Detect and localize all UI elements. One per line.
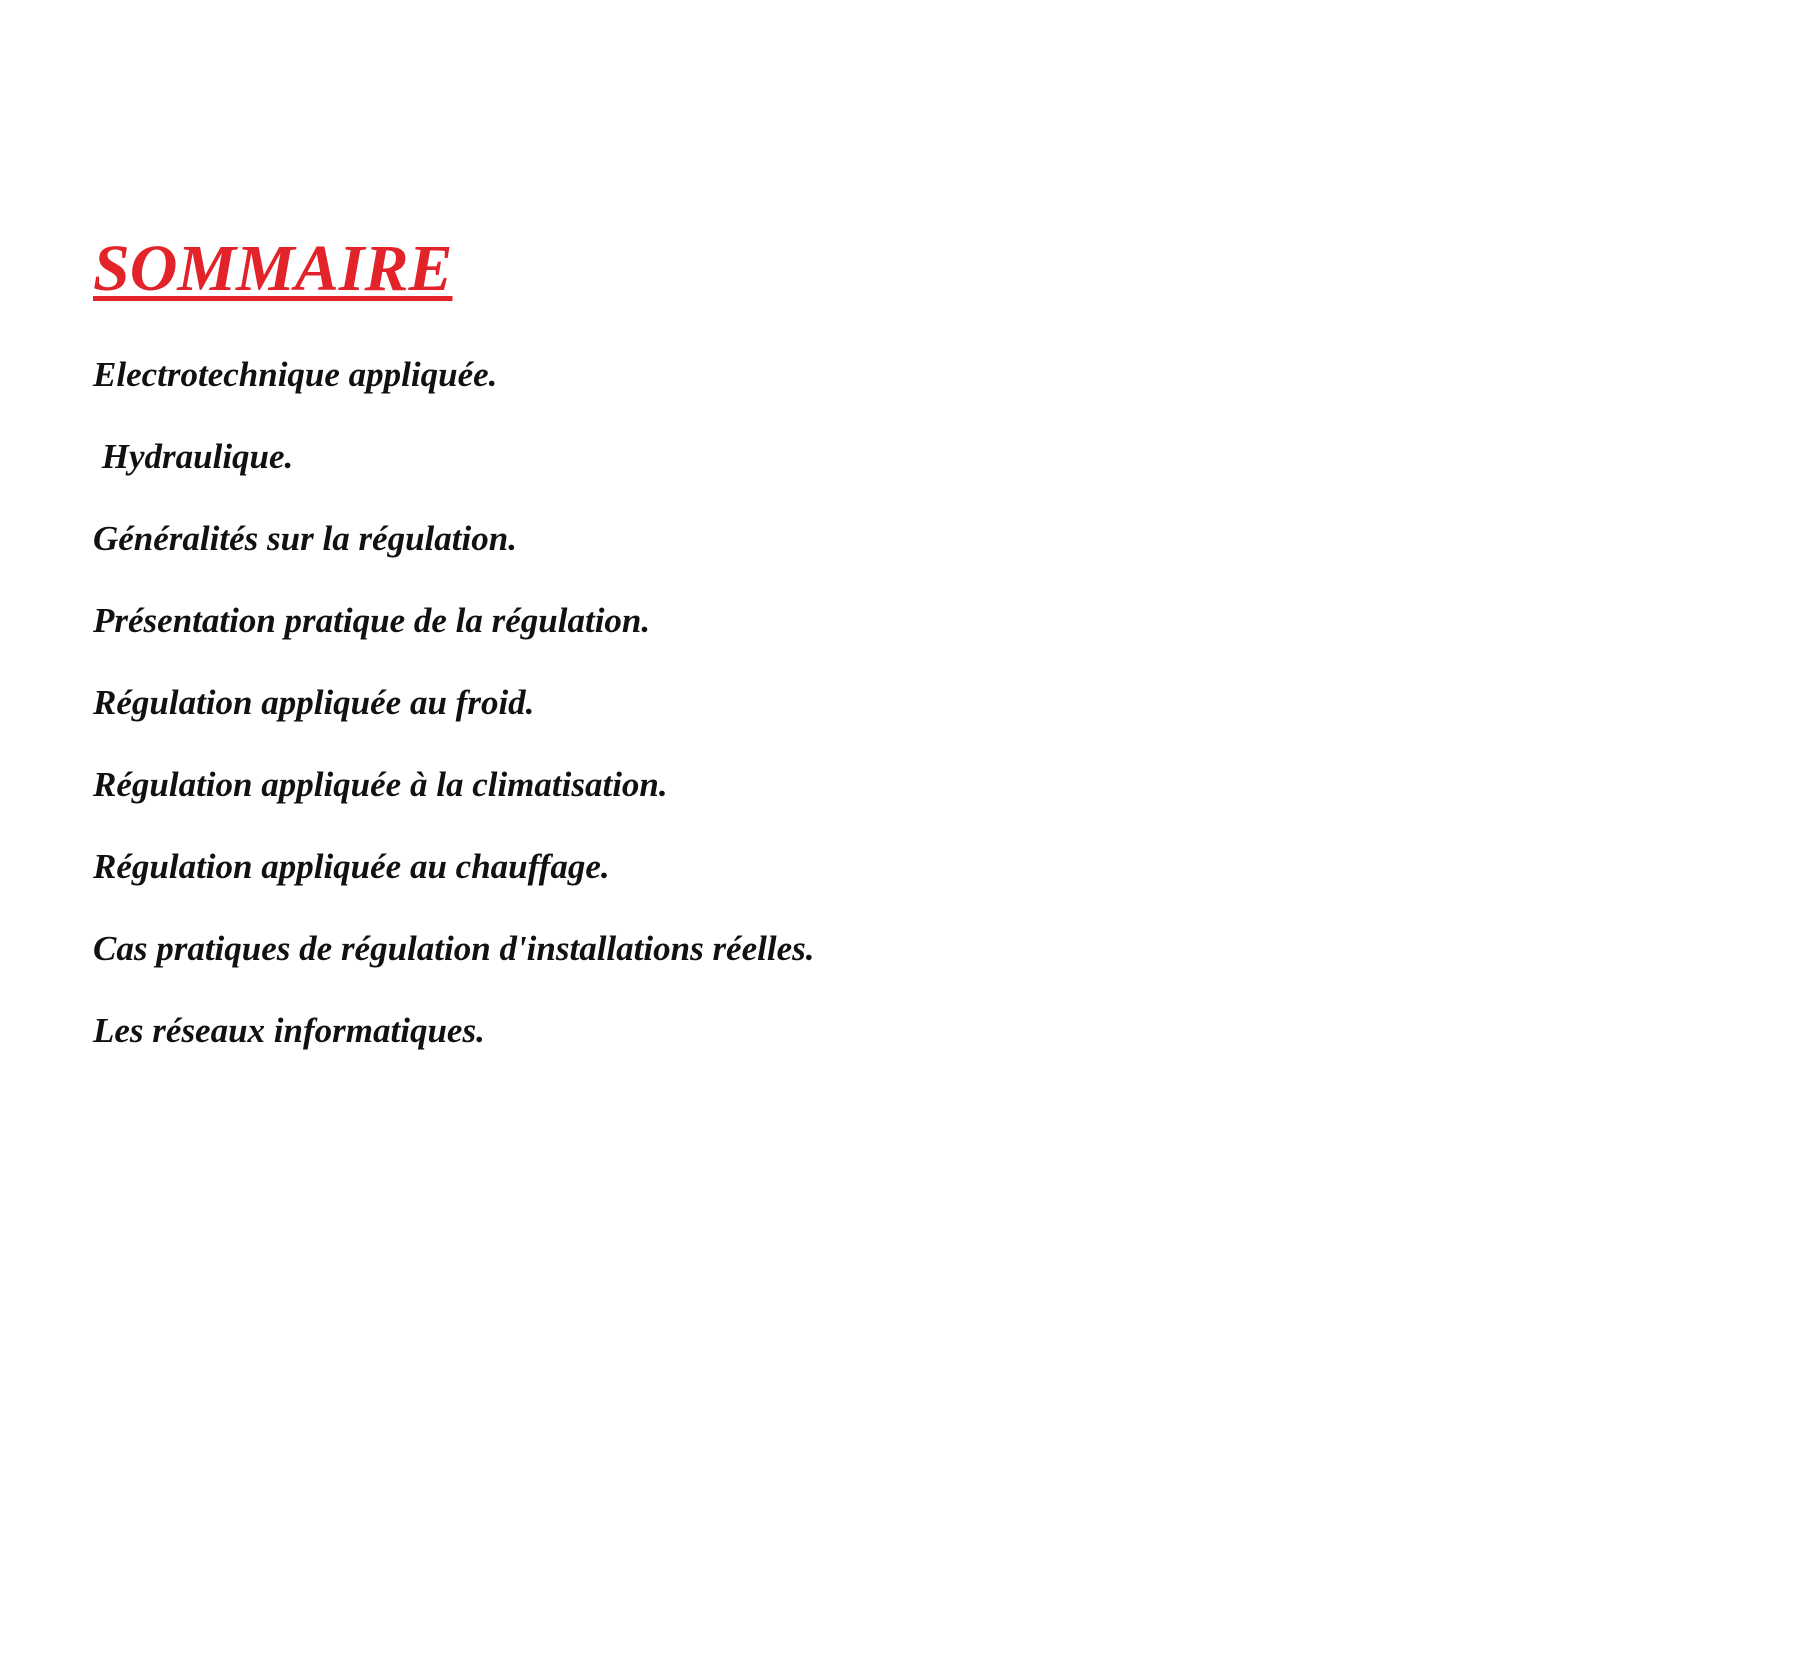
toc-item-cas-pratiques: Cas pratiques de régulation d'installations réelles. <box>93 929 815 968</box>
toc-item-regulation-froid: Régulation appliquée au froid. <box>93 683 535 722</box>
toc-item-generalites-regulation: Généralités sur la régulation. <box>93 519 517 558</box>
table-of-contents <box>93 355 814 1093</box>
page-title: SOMMAIRE <box>93 232 453 305</box>
toc-item-electrotechnique: Electrotechnique appliquée. <box>93 355 498 394</box>
toc-item-presentation-pratique: Présentation pratique de la régulation. <box>93 601 651 640</box>
toc-item-regulation-chauffage: Régulation appliquée au chauffage. <box>93 847 610 886</box>
toc-item-hydraulique: Hydraulique. <box>93 437 294 476</box>
toc-item-reseaux-informatiques: Les réseaux informatiques. <box>93 1011 485 1050</box>
toc-item-regulation-climatisation: Régulation appliquée à la climatisation. <box>93 765 668 804</box>
